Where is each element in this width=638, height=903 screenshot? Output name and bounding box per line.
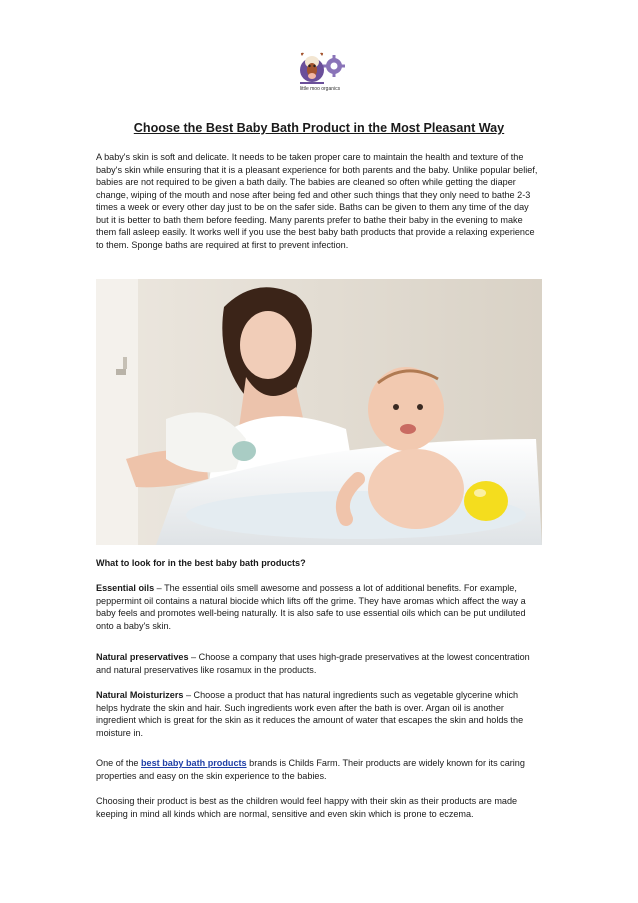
- item-natural-moisturizers: [96, 689, 542, 739]
- item-text: – Choose a company that uses high-grade preservatives at the lowest concentration and natural preservatives like rosamux in the products.: [96, 652, 530, 675]
- item-term: Essential oils: [96, 583, 155, 593]
- brand-paragraph: [96, 757, 542, 782]
- brand-after: brands is Childs Farm. Their products are widely known for its caring properties and easy on the skin experience to the babies.: [96, 758, 525, 781]
- item-text: – The essential oils smell awesome and possess a lot of additional benefits. For example, peppermint oil contains a natural biocide which lifts off the grime. They have aromas which affect the way a baby feels and promotes well-being naturally. It is also safe to use essential oils which can be put undiluted onto a baby's skin.: [96, 583, 526, 631]
- item-term: Natural preservatives: [96, 652, 189, 662]
- item-essential-oils: [96, 582, 542, 632]
- intro-paragraph: A baby's skin is soft and delicate. It needs to be taken proper care to maintain the health and texture of the baby's skin while ensuring that it is a pleasant experience for both parents and the baby. Unlike popular belief, babies are not required to be given a bath daily. The babies are cleaned so often while getting the diaper change, wiping of the mouth and nose after being fed and other such things that they only need to bathe 2-3 times a week or every other day just to be on the safer side. Baths can be given to them any time of the day but it is better to bath them before feeding. Many parents prefer to bathe their baby in the evening to make them fall asleep easily. It works well if you use the best baby bath products that provide a relaxing experience to them. Sponge baths are required at first to prevent infection.: [96, 152, 538, 250]
- brand-before: One of the: [96, 758, 141, 768]
- closing-paragraph: Choosing their product is best as the children would feel happy with their skin as their products are made keeping in mind all kinds which are normal, sensitive and even skin which is prone to eczema.: [96, 796, 518, 819]
- best-baby-bath-products-link[interactable]: best baby bath products: [141, 758, 247, 768]
- item-text: – Choose a product that has natural ingredients such as vegetable glycerine which helps hydrate the skin and hair. Such ingredients work even after the bath is over. Argan oil is another ingredient which is great for the skin as it reduces the amount of water that escapes the skin and holds the moisture in.: [96, 690, 524, 738]
- logo-text: little moo organics: [299, 86, 341, 92]
- page-title: Choose the Best Baby Bath Product in the Most Pleasant Way: [133, 121, 505, 135]
- item-term: Natural Moisturizers: [96, 690, 184, 700]
- mother-bathing-baby-photo: [96, 279, 542, 545]
- section-heading: What to look for in the best baby bath products?: [96, 558, 306, 568]
- item-natural-preservatives: [96, 651, 542, 676]
